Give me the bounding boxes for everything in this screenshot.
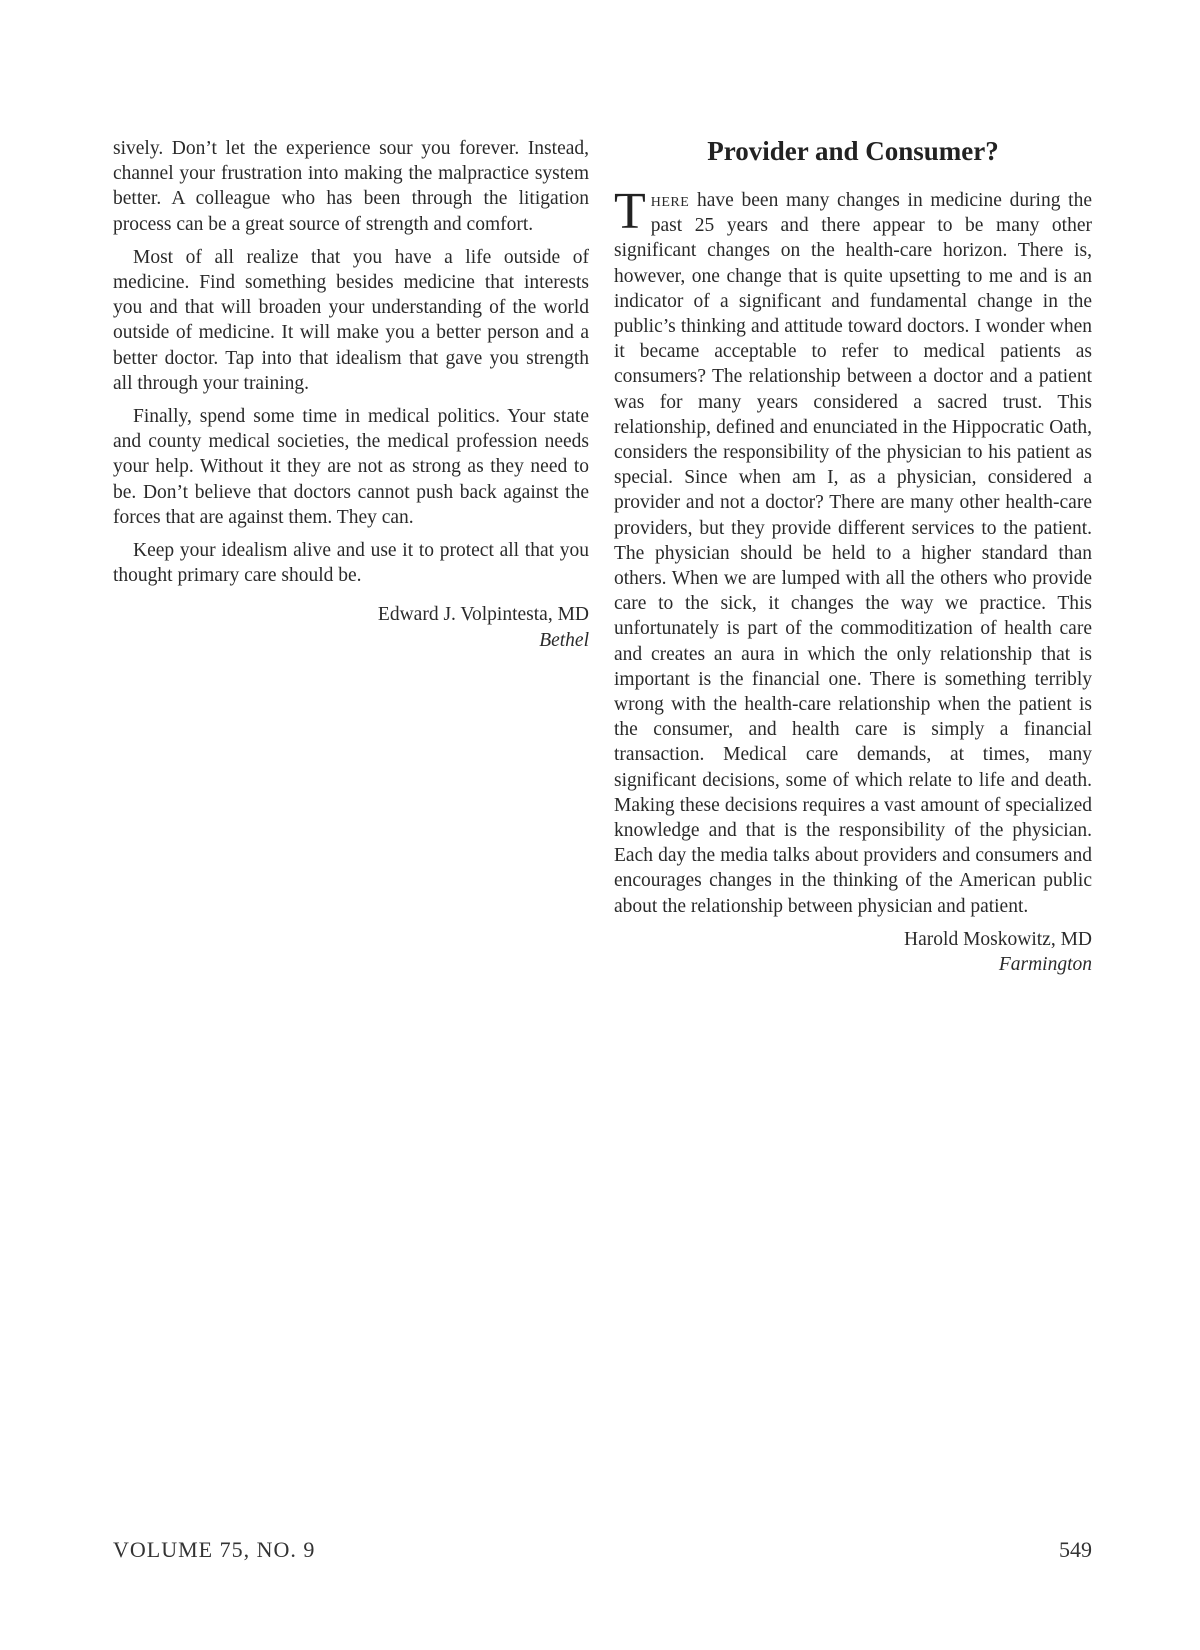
left-paragraph-3: Finally, spend some time in medical politics. Your state and county medical societies, the medical profession needs your help. Without it they are not as strong as they need to be. Don’t believe that doctors cannot push back against the forces that are against them. They can. (113, 406, 589, 528)
left-signature-name: Edward J. Volpintesta, MD (377, 604, 589, 626)
left-paragraph-2: Most of all realize that you have a life outside of medicine. Find something besides medicine that interests you and that will broaden your understanding of the world outside of medicine. It will make you a better person and a better doctor. Tap into that idealism that gave you strength all through your training. (113, 246, 589, 394)
left-column (113, 136, 589, 653)
left-signature-place: Bethel (539, 629, 589, 651)
left-paragraph-1: sively. Don’t let the experience sour you forever. Instead, channel your frustration into making the malpractice system better. A colleague who has been through the litigation process can be a great source of strength and comfort. (113, 138, 589, 235)
footer-page-number: 549 (1059, 1537, 1092, 1562)
left-paragraph-4: Keep your idealism alive and use it to protect all that you thought primary care should be. (113, 540, 589, 587)
drop-cap: T (614, 183, 646, 240)
right-signature (614, 927, 1092, 977)
article-title: Provider and Consumer? (707, 136, 999, 166)
left-signature (113, 602, 589, 652)
right-signature-name: Harold Moskowitz, MD (904, 928, 1092, 950)
article-body-text: have been many changes in medicine during the past 25 years and there appear to be many other significant changes on the health-care horizon. There is, however, one change that is quite upsetting to me and is an indicator of a significant and fundamental change in the public’s thinking and attitude toward doctors. I wonder when it became acceptable to refer to medical patients as consumers? The relationship between a doctor and a patient was for many years considered a sacred trust. This relationship, defined and enunciated in the Hippocratic Oath, considers the responsibility of the physician to his patient as special. Since when am I, as a physician, considered a provider and not a doctor? There are many other health-care providers, but they provide different services to the patient. The physician should be held to a higher standard than others. When we are lumped with all the others who provide care to the sick, it changes the way we practice. This unfortunately is part of the commoditization of health care and creates an aura in which the only relationship that is important is the financial one. There is something terribly wrong with the health-care relationship when the patient is the consumer, and health care is simply a financial transaction. Medical care demands, at times, many significant decisions, some of which relate to life and death. Making these decisions requires a vast amount of specialized knowledge and that is the responsibility of the physician. Each day the media talks about providers and consumers and encourages changes in the thinking of the American public about the relationship between physician and patient. (614, 190, 1092, 917)
footer-volume: VOLUME 75, NO. 9 (113, 1537, 316, 1562)
article-body (614, 183, 1092, 919)
right-column (614, 136, 1092, 977)
right-signature-place: Farmington (998, 954, 1092, 976)
lead-smallcaps: here (650, 190, 690, 211)
